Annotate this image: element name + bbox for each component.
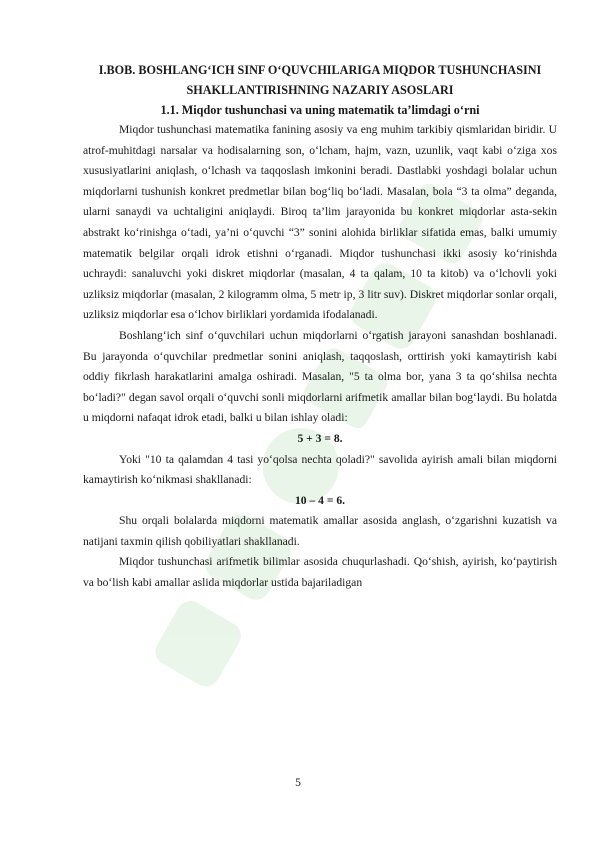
document-body [83, 60, 557, 594]
paragraph-2: Boshlang‘ich sinf o‘quvchilari uchun miqdorlarni o‘rgatish jarayoni sanashdan boshlanadi. Bu jarayonda o‘quvchilar predmetlar sonini aniqlash, taqqoslash, orttirish yoki kamaytirish kabi oddiy fikrlash harakatlarini amalga oshiradi. Masalan, "5 ta olma bor, yana 3 ta qo‘shilsa nechta bo‘ladi?" degan savol orqali o‘quvchi sonli miqdorlarni arifmetik amallar bilan bog‘laydi. Bu holatda u miqdorni nafaqat idrok etadi, balki u bilan ishlay oladi: [83, 328, 557, 425]
paragraph-5: Miqdor tushunchasi arifmetik bilimlar asosida chuqurlashadi. Qo‘shish, ayirish, ko‘paytirish va bo‘lish kabi amallar aslida miqdorlar ustida bajariladigan [83, 555, 557, 590]
paragraph-1: Miqdor tushunchasi matematika fanining asosiy va eng muhim tarkibiy qismlaridan biridir. U atrof-muhitdagi narsalar va hodisalarning son, o‘lcham, hajm, vazn, uzunlik, vaqt kabi o‘ziga xos xususiyatlarini aniqlash, o‘lchash va taqqoslash imkonini beradi. Dastlabki yoshdagi bolalar uchun miqdorlarni tushunish konkret predmetlar bilan bog‘liq bo‘ladi. Masalan, bola “3 ta olma” deganda, ularni sanaydi va uchtaligini aniqlaydi. Biroq ta’lim jarayonida bu konkret miqdorlar asta-sekin abstrakt ko‘rinishga o‘tadi, ya’ni o‘quvchi “3” sonini alohida birliklar sifatida emas, balki umumiy matematik belgilar orqali idrok etishni o‘rganadi. Miqdor tushunchasi ikki asosiy ko‘rinishda uchraydi: sanaluvchi yoki diskret miqdorlar (masalan, 4 ta qalam, 10 ta kitob) va o‘lchovli yoki uzliksiz miqdorlar (masalan, 2 kilogramm olma, 5 metr ip, 3 litr suv). Diskret miqdorlar sonlar orqali, uzliksiz miqdorlar esa o‘lchov birliklari yordamida ifodalanadi. [83, 123, 557, 322]
formula-addition: 5 + 3 = 8. [297, 431, 343, 445]
chapter-title: I.BOB. BOSHLANG‘ICH SINF O‘QUVCHILARIGA MIQDOR TUSHUNCHASINI SHAKLLANTIRISHNING NAZARIY ASOSLARI [98, 63, 542, 97]
paragraph-4: Shu orqali bolalarda miqdorni matematik amallar asosida anglash, o‘zgarishni kuzatish va natijani taxmin qilish qobiliyatlari shakllanadi. [83, 514, 557, 548]
section-title: 1.1. Miqdor tushunchasi va uning matematik ta’limdagi o‘rni [160, 103, 480, 117]
page-number: 5 [295, 776, 301, 789]
paragraph-3: Yoki "10 ta qalamdan 4 tasi yo‘qolsa nechta qoladi?" savolida ayirish amali bilan miqdorni kamaytirish ko‘nikmasi shakllanadi: [83, 452, 557, 487]
formula-subtraction: 10 – 4 = 6. [294, 493, 346, 507]
